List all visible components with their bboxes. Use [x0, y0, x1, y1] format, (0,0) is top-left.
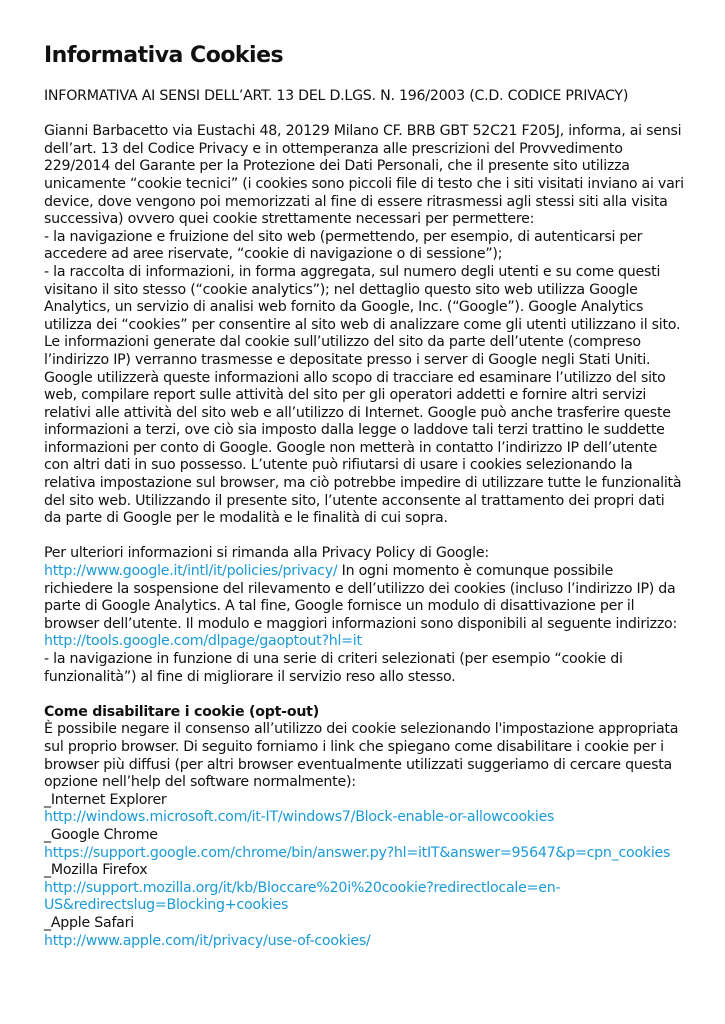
- browser-link-chrome[interactable]: https://support.google.com/chrome/bin/answer.py?hl=itIT&answer=95647&p=cpn_cookies: [44, 844, 671, 861]
- disable-cookies-text: È possibile negare il consenso all’utilizzo dei cookie selezionando l'impostazione appropriata sul proprio browser. Di seguito forniamo i link che spiegano come disabilitare i cookie per i browser più diffusi (per altri browser eventualmente utilizzati suggeriamo di cercare questa opzione nell’help del software normalmente):: [44, 721, 679, 791]
- legal-reference: INFORMATIVA AI SENSI DELL’ART. 13 DEL D.LGS. N. 196/2003 (C.D. CODICE PRIVACY): [44, 88, 629, 104]
- intro-paragraph: [44, 123, 685, 528]
- browser-link-ie[interactable]: http://windows.microsoft.com/it-IT/windows7/Block-enable-or-allowcookies: [44, 809, 555, 826]
- browser-name-safari: _Apple Safari: [44, 914, 134, 931]
- optout-description: In ogni momento è comunque possibile richiedere la sospensione del rilevamento e dell’utilizzo dei cookies (incluso l’indirizzo IP) da parte di Google Analytics. A tal fine, Google fornisce un modulo di disattivazione per il browser dell’utente. Il modulo e maggiori informazioni sono disponibili al seguente indirizzo:: [44, 563, 677, 632]
- disable-cookies-heading: Come disabilitare i cookie (opt-out): [44, 703, 319, 720]
- bullet-navigation: - la navigazione e fruizione del sito web (permettendo, per esempio, di autenticarsi per accedere ad aree riservate, “cookie di navigazione o di sessione”);: [44, 228, 643, 263]
- browser-name-firefox: _Mozilla Firefox: [44, 862, 148, 879]
- google-privacy-link[interactable]: http://www.google.it/intl/it/policies/privacy/: [44, 563, 338, 580]
- google-optout-link[interactable]: http://tools.google.com/dlpage/gaoptout?hl=it: [44, 633, 362, 650]
- page-title: Informativa Cookies: [44, 43, 284, 68]
- browser-name-ie: _Internet Explorer: [44, 791, 167, 808]
- intro-text: Gianni Barbacetto via Eustachi 48, 20129 Milano CF. BRB GBT 52C21 F205J, informa, ai sensi dell’art. 13 del Codice Privacy e in ottemperanza alle prescrizioni del Provvedimento 229/2014 del Garante per la Protezione dei Dati Personali, che il presente sito utilizza unicamente “cookie tecnici” (i cookies sono piccoli file di testo che i siti visitati inviano ai vari device, dove vengono poi memorizzati al fine di essere ritrasmessi agli stessi siti alla visita successiva) ovvero quei cookie strettamente necessari per permettere:: [44, 123, 684, 228]
- further-info-text: Per ulteriori informazioni si rimanda alla Privacy Policy di Google:: [44, 545, 489, 562]
- browser-link-firefox[interactable]: http://support.mozilla.org/it/kb/Bloccare%20i%20cookie?redirectlocale=en-US&redirectslug=Blocking+cookies: [44, 879, 561, 914]
- bullet-functional: - la navigazione in funzione di una serie di criteri selezionati (per esempio “cookie di funzionalità”) al fine di migliorare il servizio reso allo stesso.: [44, 651, 623, 685]
- further-info-paragraph: [44, 545, 685, 686]
- browser-link-safari[interactable]: http://www.apple.com/it/privacy/use-of-cookies/: [44, 932, 371, 949]
- bullet-analytics: - la raccolta di informazioni, in forma aggregata, sul numero degli utenti e su come questi visitano il sito stesso (“cookie analytics”); nel dettaglio questo sito web utilizza Google Analytics, un servizio di analisi web fornito da Google, Inc. (“Google”). Google Analytics utilizza dei “cookies” per consentire al sito web di analizzare come gli utenti utilizzano il sito. Le informazioni generate dal cookie sull’utilizzo del sito da parte dell’utente (compreso l’indirizzo IP) verranno trasmesse e depositate presso i server di Google negli Stati Uniti. Google utilizzerà queste informazioni allo scopo di tracciare ed esaminare l’utilizzo del sito web, compilare report sulle attività del sito per gli operatori addetti e fornire altri servizi relativi alle attività del sito web e all’utilizzo di Internet. Google può anche trasferire queste informazioni a terzi, ove ciò sia imposto dalla legge o laddove tali terzi trattino le suddette informazioni per conto di Google. Google non metterà in contatto l’indirizzo IP dell’utente con altri dati in suo possesso. L’utente può rifiutarsi di usare i cookies selezionando la relativa impostazione sul browser, ma ciò potrebbe impedire di utilizzare tutte le funzionalità del sito web. Utilizzando il presente sito, l’utente acconsente al trattamento dei propri dati da parte di Google per le modalità e le finalità di cui sopra.: [44, 263, 682, 527]
- browser-name-chrome: _Google Chrome: [44, 826, 158, 843]
- disable-cookies-section: [44, 704, 685, 950]
